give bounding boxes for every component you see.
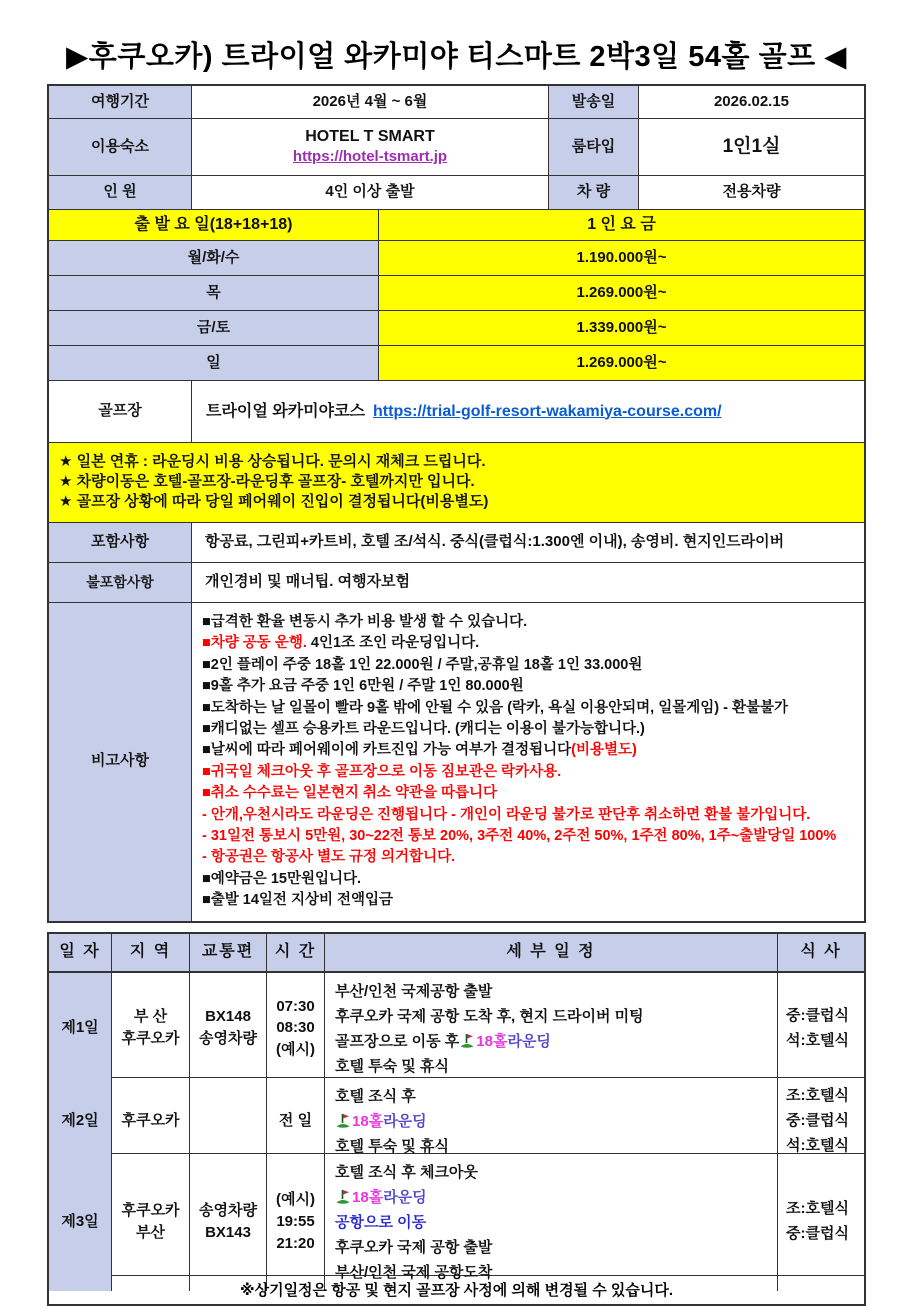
itinerary-header-row <box>49 934 864 972</box>
remark-line <box>202 655 642 676</box>
time-cell <box>267 1154 325 1291</box>
meal-line: 석:호텔식 <box>786 1031 849 1049</box>
meals-cell <box>778 973 864 1085</box>
time-line: 07:30 <box>276 997 315 1015</box>
schedule-line <box>335 1004 644 1029</box>
hotel-name: HOTEL T SMART <box>305 128 435 146</box>
text-run: 18홀 <box>352 1112 384 1130</box>
day-number-cell: 제1일 <box>49 973 112 1085</box>
text-run: 후쿠오카 국제 공항 도착 후, 현지 드라이버 미팅 <box>335 1007 644 1025</box>
remark-line <box>202 676 524 697</box>
text-run: - 31일전 통보시 5만원, 30~22전 통보 20%, 3주전 40%, 2주전 50%, 1주전 80%, 1주~출발당일 100% <box>202 828 837 845</box>
meal-line: 중:클럽식 <box>786 1225 849 1243</box>
highlight-note-line: ★ 일본 연휴 : 라운딩시 비용 상승됩니다. 문의시 재체크 드립니다. <box>59 453 486 470</box>
departure-day-cell: 월/화/수 <box>49 241 379 276</box>
schedule-line <box>335 1054 449 1079</box>
transport-cell <box>190 1154 267 1291</box>
meal-line: 중:클럽식 <box>786 1006 849 1024</box>
text-run: ■9홀 추가 요금 주중 1인 6만원 / 주말 1인 80.000원 <box>202 678 524 695</box>
excluded-text: 개인경비 및 매너팁. 여행자보험 <box>192 563 864 603</box>
departure-day-cell: 일 <box>49 346 379 381</box>
itinerary-day-row <box>49 1077 864 1153</box>
trip-info-section <box>49 86 864 210</box>
included-label: 포함사항 <box>49 523 192 563</box>
departure-day-cell: 목 <box>49 276 379 311</box>
schedule-cell <box>325 1078 778 1165</box>
golf-course-cell <box>192 381 864 443</box>
vehicle-value: 전용차량 <box>639 176 864 210</box>
text-run: 호텔 조식 후 체크아웃 <box>335 1163 478 1181</box>
remark-line <box>202 762 561 783</box>
highlight-notes-box <box>49 443 864 523</box>
text-run: 후쿠오카 국제 공항 출발 <box>335 1238 493 1256</box>
meal-line: 조:호텔식 <box>786 1200 849 1218</box>
time-line: 19:55 <box>276 1212 315 1230</box>
itinerary-col-header: 교통편 <box>190 934 267 972</box>
remarks-section <box>49 603 864 921</box>
remark-line <box>202 698 788 719</box>
meal-line: 석:호텔식 <box>786 1136 849 1154</box>
text-run: ■출발 14일전 지상비 전액입금 <box>202 892 394 909</box>
price-cell: 1.339.000원~ <box>379 311 864 346</box>
vehicle-label: 차 량 <box>549 176 639 210</box>
text-run: - 항공권은 항공사 별도 규정 의거합니다. <box>202 849 456 866</box>
highlight-note-line: ★ 골프장 상황에 따라 당일 페어웨이 진입이 결정됩니다(비용별도) <box>59 493 489 510</box>
text-run: ■캐디없는 셀프 승용카트 라운드입니다. (캐디는 이용이 불가능합니다.) <box>202 721 645 738</box>
room-type-label: 룸타입 <box>549 119 639 176</box>
schedule-line <box>335 1210 426 1235</box>
day-number-cell: 제3일 <box>49 1154 112 1291</box>
remark-line <box>202 805 810 826</box>
text-run: 18홀 <box>352 1188 384 1206</box>
time-cell <box>267 1078 325 1165</box>
transport-line: 송영차량 <box>199 1030 257 1048</box>
remark-line <box>202 740 637 761</box>
text-run: 호텔 투숙 및 휴식 <box>335 1057 449 1075</box>
schedule-line <box>335 1084 416 1109</box>
remarks-label: 비고사항 <box>49 603 192 921</box>
text-run: ■귀국일 체크아웃 후 골프장으로 이동 짐보관은 락카사용. <box>202 763 562 780</box>
schedule-line <box>335 979 492 1004</box>
itinerary-col-header: 지 역 <box>112 934 190 972</box>
remark-line <box>202 869 361 890</box>
transport-line: BX143 <box>205 1223 251 1241</box>
time-line: (예시) <box>276 1041 315 1059</box>
remark-line <box>202 847 455 868</box>
remark-line <box>202 890 393 911</box>
text-run: 부산/인천 국제공항 출발 <box>335 982 493 1000</box>
included-text: 항공료, 그린피+카트비, 호텔 조/석식. 중식(클럽식:1.300엔 이내), 송영비. 현지인드라이버 <box>192 523 864 563</box>
remark-line <box>202 633 479 654</box>
inclusion-section <box>49 523 864 603</box>
transport-line: BX148 <box>205 1008 251 1026</box>
transport-cell <box>190 1078 267 1165</box>
itinerary-day-row <box>49 1153 864 1281</box>
transport-line: 송영차량 <box>199 1201 257 1219</box>
text-run: ■2인 플레이 주중 18홀 1인 22.000원 / 주말,공휴일 18홀 1인 33.000원 <box>202 656 643 673</box>
itinerary-day-row <box>49 972 864 1077</box>
golf-flag-icon <box>335 1189 351 1205</box>
meal-line: 조:호텔식 <box>786 1087 849 1105</box>
send-date-label: 발송일 <box>549 86 639 119</box>
golf-flag-icon <box>335 1113 351 1129</box>
itinerary-footer-note: ※상기일정은 항공 및 현지 골프장 사정에 의해 변경될 수 있습니다. <box>49 1275 864 1304</box>
region-line: 후쿠오카 <box>121 1201 180 1219</box>
price-cell: 1.269.000원~ <box>379 276 864 311</box>
region-line: 후쿠오카 <box>121 1030 180 1048</box>
text-run: 공항으로 이동 <box>335 1213 427 1231</box>
itinerary-table <box>47 932 866 1306</box>
itinerary-col-header: 시 간 <box>267 934 325 972</box>
text-run: 라운딩 <box>383 1112 427 1130</box>
text-run: 호텔 투숙 및 휴식 <box>335 1137 449 1155</box>
page-title: ▶후쿠오카) 트라이얼 와카미야 티스마트 2박3일 54홀 골프 ◀ <box>66 41 847 73</box>
text-run: 부산/인천 국제 공항도착 <box>335 1263 493 1281</box>
region-cell <box>112 1154 190 1291</box>
text-run: 18홀 <box>476 1032 508 1050</box>
room-type-value: 1인1실 <box>639 119 864 176</box>
excluded-label: 불포함사항 <box>49 563 192 603</box>
text-run: ■취소 수수료는 일본현지 취소 약관을 따릅니다 <box>202 785 498 802</box>
region-cell <box>112 1078 190 1165</box>
highlight-note-line: ★ 차량이동은 호텔-골프장-라운딩후 골프장- 호텔까지만 입니다. <box>59 473 475 490</box>
itinerary-days <box>49 972 864 1281</box>
text-run: ■날씨에 따라 페어웨이에 카트진입 가능 여부가 결정됩니다 <box>202 742 572 759</box>
hotel-cell <box>192 119 549 176</box>
remark-line <box>202 783 497 804</box>
time-cell <box>267 973 325 1085</box>
remarks-body <box>192 603 864 921</box>
table-gap <box>47 923 866 932</box>
text-run: 라운딩 <box>507 1032 551 1050</box>
schedule-line <box>335 1029 551 1054</box>
golf-course-link[interactable]: https://trial-golf-resort-wakamiya-course.com/ <box>373 402 722 420</box>
trip-period-value: 2026년 4월 ~ 6월 <box>192 86 549 119</box>
text-run: 호텔 조식 후 <box>335 1087 416 1105</box>
golf-course-label: 골프장 <box>49 381 192 443</box>
golf-course-name: 트라이얼 와카미야코스 <box>206 402 366 420</box>
schedule-line <box>335 1235 492 1260</box>
schedule-line <box>335 1109 427 1134</box>
remark-line <box>202 612 527 633</box>
departure-day-header: 출 발 요 일(18+18+18) <box>49 210 379 241</box>
text-run: 골프장으로 이동 후 <box>335 1032 460 1050</box>
region-line: 후쿠오카 <box>121 1111 180 1129</box>
remark-line <box>202 826 836 847</box>
text-run: (비용별도) <box>571 742 637 759</box>
text-run: - 안개,우천시라도 라운딩은 진행됩니다 - 개인이 라운딩 불가로 판단후 취소하면 환불 불가입니다. <box>202 806 811 823</box>
time-line: 21:20 <box>276 1234 315 1252</box>
pax-value: 4인 이상 출발 <box>192 176 549 210</box>
remark-line <box>202 719 645 740</box>
meals-cell <box>778 1078 864 1165</box>
price-header: 1 인 요 금 <box>379 210 864 241</box>
region-cell <box>112 973 190 1085</box>
meals-cell <box>778 1154 864 1291</box>
hotel-link[interactable]: https://hotel-tsmart.jp <box>292 148 448 166</box>
text-run: ■도착하는 날 일몰이 빨라 9홀 밖에 안될 수 있음 (락카, 욕실 이용안되며, 일몰게임) - 환불불가 <box>202 699 789 716</box>
departure-day-cell: 금/토 <box>49 311 379 346</box>
time-line: 08:30 <box>276 1019 315 1037</box>
pax-label: 인 원 <box>49 176 192 210</box>
meal-line: 중:클럽식 <box>786 1111 849 1129</box>
main-info-table <box>47 84 866 923</box>
day-number-cell: 제2일 <box>49 1078 112 1165</box>
time-line: (예시) <box>276 1191 315 1209</box>
text-run: ■급격한 환율 변동시 추가 비용 발생 할 수 있습니다. <box>202 614 528 630</box>
text-run: ■차량 공동 운행. <box>202 635 307 652</box>
golf-course-section <box>49 381 864 443</box>
golf-flag-icon <box>459 1033 475 1049</box>
text-run: 4인1조 조인 라운딩입니다. <box>306 635 480 652</box>
send-date-value: 2026.02.15 <box>639 86 864 119</box>
text-run: 라운딩 <box>383 1188 427 1206</box>
price-cell: 1.190.000원~ <box>379 241 864 276</box>
itinerary-col-header: 세 부 일 정 <box>325 934 778 972</box>
trip-period-label: 여행기간 <box>49 86 192 119</box>
itinerary-col-header: 식 사 <box>778 934 864 972</box>
time-line: 전 일 <box>278 1111 313 1129</box>
schedule-cell <box>325 1154 778 1291</box>
price-cell: 1.269.000원~ <box>379 346 864 381</box>
itinerary-col-header: 일 자 <box>49 934 112 972</box>
hotel-label: 이용숙소 <box>49 119 192 176</box>
schedule-line <box>335 1185 427 1210</box>
schedule-line <box>335 1160 478 1185</box>
transport-cell <box>190 973 267 1085</box>
text-run: ■예약금은 15만원입니다. <box>202 870 362 887</box>
schedule-cell <box>325 973 778 1085</box>
pricing-section <box>49 210 864 381</box>
region-line: 부산 <box>136 1223 165 1241</box>
region-line: 부 산 <box>133 1008 168 1026</box>
